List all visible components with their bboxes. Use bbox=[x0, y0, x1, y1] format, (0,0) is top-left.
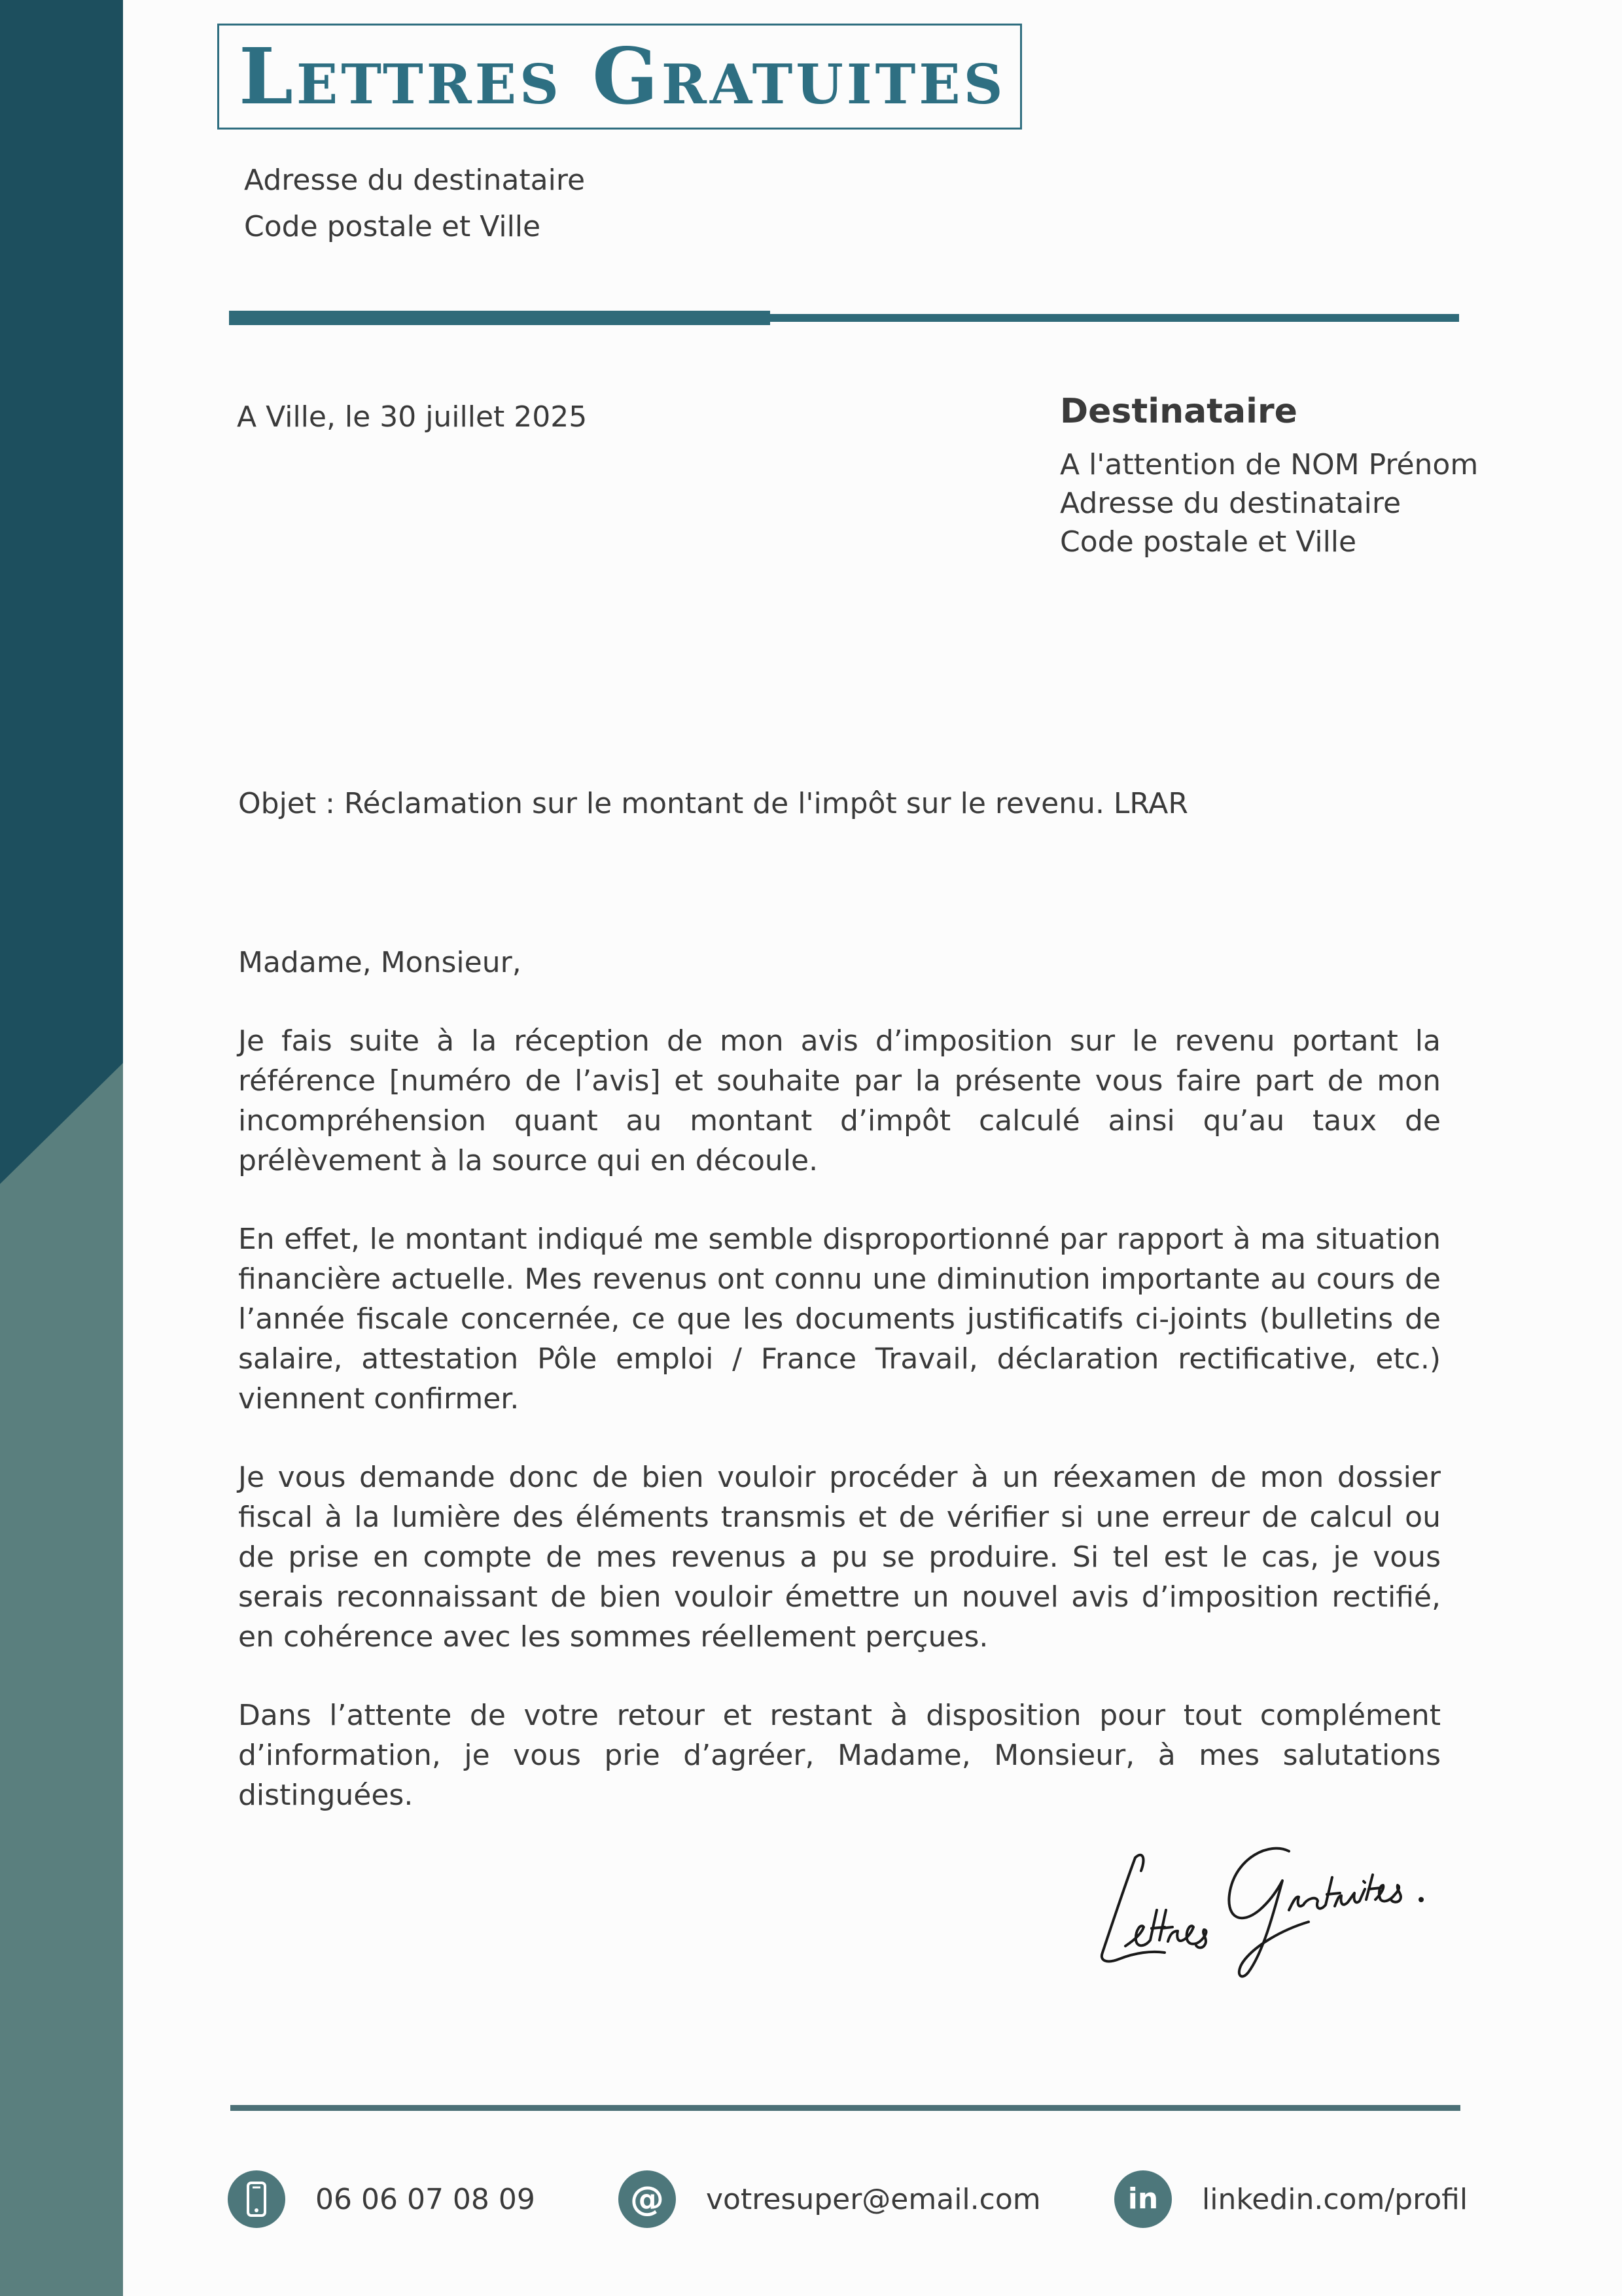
letter-object: Objet : Réclamation sur le montant de l'impôt sur le revenu. LRAR bbox=[238, 787, 1188, 820]
email-address: votresuper@email.com bbox=[706, 2182, 1041, 2216]
sender-address-line: Adresse du destinataire bbox=[244, 164, 586, 197]
linkedin-url: linkedin.com/profil bbox=[1202, 2182, 1468, 2216]
body-paragraph: En effet, le montant indiqué me semble disproportionné par rapport à ma situation financière actuelle. Mes revenus ont connu une diminution importante au cours de l’année fiscale concernée, ce que les documents justificatifs ci-joints (bulletins de salaire, attestation Pôle emploi / France Travail, déclaration rectificative, etc.) viennent confirmer. bbox=[238, 1223, 1441, 1416]
recipient-attention: A l'attention de NOM Prénom bbox=[1060, 448, 1479, 481]
body-paragraph: Dans l’attente de votre retour et restant à disposition pour tout complément d’information, je vous prie d’agréer, Madame, Monsieur, à mes salutations distinguées. bbox=[238, 1699, 1441, 1812]
footer-divider bbox=[230, 2105, 1460, 2111]
recipient-address: Adresse du destinataire bbox=[1060, 487, 1402, 520]
linkedin-icon: in bbox=[1114, 2170, 1172, 2228]
contact-phone bbox=[228, 2170, 535, 2228]
sender-city-line: Code postale et Ville bbox=[244, 210, 541, 243]
recipient-title: Destinataire bbox=[1060, 392, 1297, 431]
brand-title: Lettres Gratuites bbox=[239, 31, 1006, 122]
sender-address bbox=[244, 157, 585, 250]
handwritten-signature bbox=[1073, 1812, 1459, 1989]
recipient-city: Code postale et Ville bbox=[1060, 525, 1357, 559]
recipient-block bbox=[1060, 392, 1478, 561]
at-icon: @ bbox=[618, 2170, 676, 2228]
contact-email bbox=[618, 2170, 1041, 2228]
letter-body bbox=[238, 943, 1441, 1854]
contact-linkedin bbox=[1114, 2170, 1468, 2228]
decorative-sidebar bbox=[0, 0, 123, 2296]
greeting: Madame, Monsieur, bbox=[238, 946, 521, 979]
header-divider-thick bbox=[229, 311, 770, 325]
phone-icon bbox=[228, 2170, 285, 2228]
phone-number: 06 06 07 08 09 bbox=[315, 2182, 535, 2216]
header-divider-thin bbox=[770, 314, 1459, 322]
body-paragraph: Je fais suite à la réception de mon avis d’imposition sur le revenu portant la référence [numéro de l’avis] et souhaite par la présente vous faire part de mon incompréhension quant au montant d’impôt calculé ainsi qu’au taux de prélèvement à la source qui en découle. bbox=[238, 1024, 1441, 1177]
brand-header bbox=[217, 24, 1022, 130]
place-date: A Ville, le 30 juillet 2025 bbox=[237, 400, 588, 434]
body-paragraph: Je vous demande donc de bien vouloir procéder à un réexamen de mon dossier fiscal à la lumière des éléments transmis et de vérifier si une erreur de calcul ou de prise en compte de mes revenus a pu se produire. Si tel est le cas, je vous serais reconnaissant de bien vouloir émettre un nouvel avis d’imposition rectifié, en cohérence avec les sommes réellement perçues. bbox=[238, 1461, 1441, 1654]
